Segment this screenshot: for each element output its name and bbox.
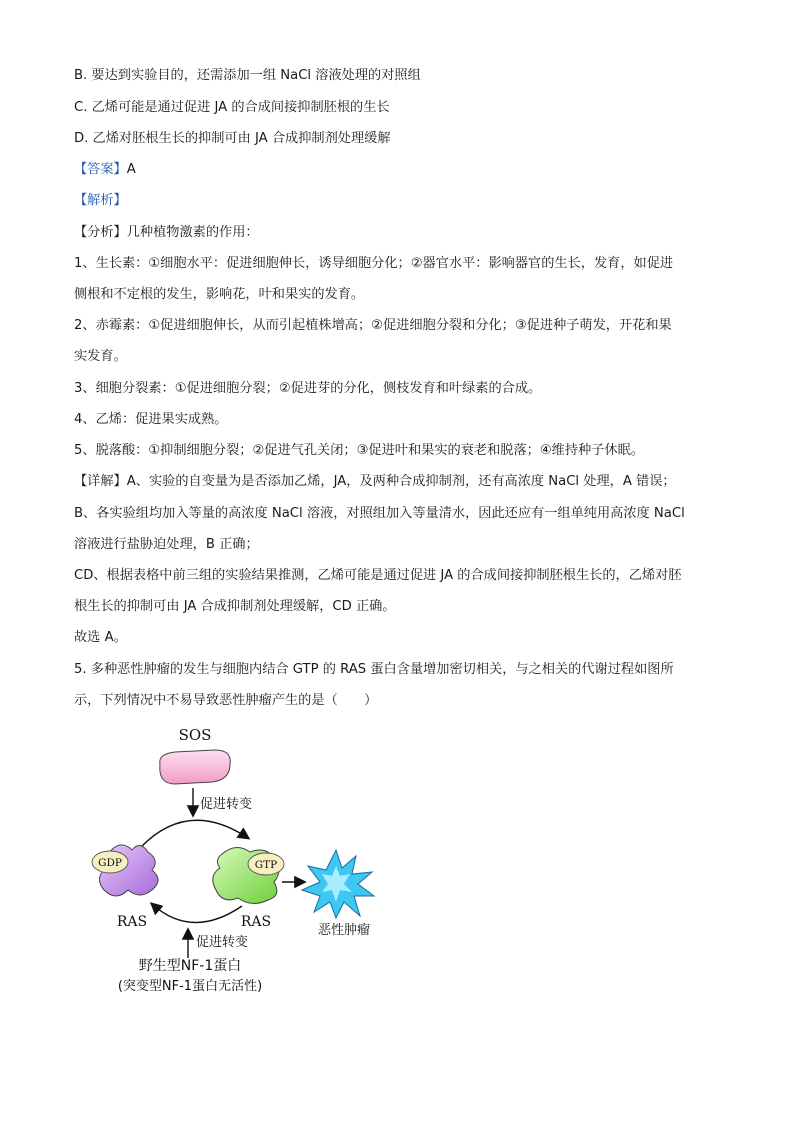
fenxi-label: 【分析】	[74, 225, 127, 240]
ras-pathway-diagram	[80, 718, 410, 1008]
abscisic-line: 5、脱落酸：①抑制细胞分裂；②促进气孔关闭；③促进叶和果实的衰老和脱落；④维持种子休眠。	[74, 443, 644, 458]
option-c: C. 乙烯可能是通过促进 JA 的合成间接抑制胚根的生长	[74, 100, 390, 115]
analysis-header	[74, 191, 724, 211]
detail-line-3: 溶液进行盐胁迫处理，B 正确；	[74, 537, 259, 552]
cytokinin-line: 3、细胞分裂素：①促进细胞分裂；②促进芽的分化，侧枝发育和叶绿素的合成。	[74, 381, 542, 396]
option-d: D. 乙烯对胚根生长的抑制可由 JA 合成抑制剂处理缓解	[74, 131, 391, 146]
analysis-label: 【解析】	[74, 193, 127, 208]
ras-left-label: RAS	[116, 914, 148, 930]
question-5-line-1: 5. 多种恶性肿瘤的发生与细胞内结合 GTP 的 RAS 蛋白含量增加密切相关，与之相关的代谢过程如图所	[74, 662, 674, 677]
answer-label: 【答案】	[74, 162, 127, 177]
nf1-mutant-label: (突变型NF-1蛋白无活性)	[117, 979, 263, 994]
gdp-label: GDP	[98, 857, 122, 869]
sos-label: SOS	[178, 726, 212, 744]
sos-shape	[160, 750, 230, 784]
answer-line	[74, 160, 724, 180]
detail-line-2: B、各实验组均加入等量的高浓度 NaCl 溶液，对照组加入等量清水，因此还应有一组单纯用高浓度 NaCl	[74, 506, 685, 521]
question-5-line-2: 示，下列情况中不易导致恶性肿瘤产生的是（ ）	[74, 693, 378, 708]
top-promote-label: 促进转变	[200, 797, 253, 812]
answer-value: A	[126, 162, 136, 177]
conclusion-line: 故选 A。	[74, 630, 127, 645]
fenxi-line	[74, 223, 724, 243]
upper-cycle-arrow	[140, 820, 248, 848]
gtp-label: GTP	[254, 859, 278, 871]
auxin-line-2: 侧根和不定根的发生，影响花，叶和果实的发育。	[74, 287, 365, 302]
auxin-line-1: 1、生长素：①细胞水平：促进细胞伸长，诱导细胞分化；②器官水平：影响器官的生长，发育，如促进	[74, 256, 674, 271]
ras-right-label: RAS	[240, 914, 272, 930]
ethylene-line: 4、乙烯：促进果实成熟。	[74, 412, 228, 427]
detail-line-5: 根生长的抑制可由 JA 合成抑制剂处理缓解，CD 正确。	[74, 599, 396, 614]
nf1-wild-label: 野生型NF-1蛋白	[138, 958, 242, 974]
lower-cycle-arrow	[152, 904, 242, 923]
bottom-promote-label: 促进转变	[196, 935, 249, 950]
detail-line-1: 【详解】A、实验的自变量为是否添加乙烯，JA，及两种合成抑制剂，还有高浓度 NaCl 处理，A 错误；	[74, 474, 676, 489]
gibberellin-line-1: 2、赤霉素：①促进细胞伸长，从而引起植株增高；②促进细胞分裂和分化；③促进种子萌发，开花和果	[74, 318, 672, 333]
gibberellin-line-2: 实发育。	[74, 349, 127, 364]
detail-label: 【详解】	[74, 474, 127, 489]
option-b: B. 要达到实验目的，还需添加一组 NaCl 溶液处理的对照组	[74, 68, 421, 83]
tumor-label: 恶性肿瘤	[317, 923, 371, 938]
fenxi-text: 几种植物激素的作用：	[126, 225, 259, 240]
detail-line-4: CD、根据表格中前三组的实验结果推测，乙烯可能是通过促进 JA 的合成间接抑制胚根生长的，乙烯对胚	[74, 568, 682, 583]
